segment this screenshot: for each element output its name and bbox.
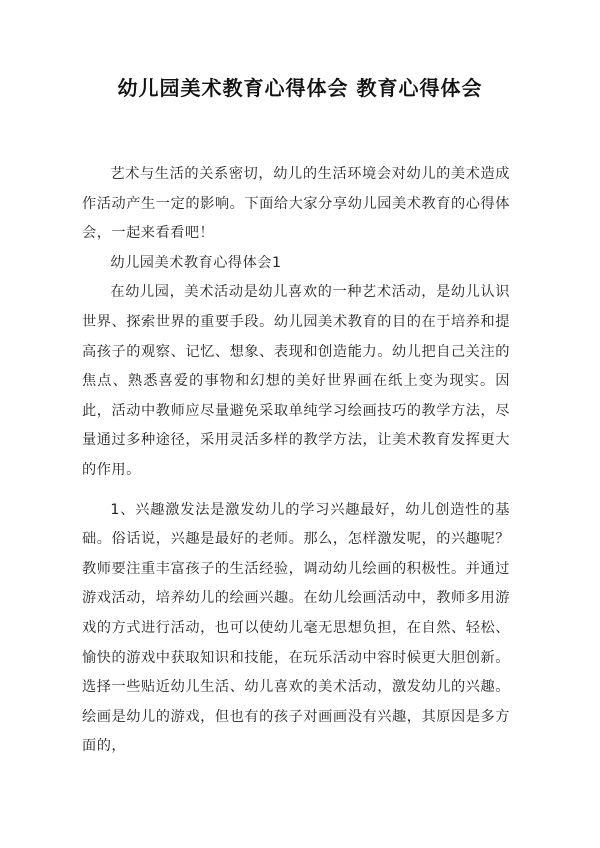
body-paragraph: 1、兴趣激发法是激发幼儿的学习兴趣最好，幼儿创造性的基础。俗话说，兴趣是最好的老师。那么，怎样激发呢，的兴趣呢？教师要注重丰富孩子的生活经验，调动幼儿绘画的积极性。并通过游戏活动，培养幼儿的绘画兴趣。在幼儿绘画活动中，教师多用游戏的方式进行活动，也可以使幼儿毫无思想负担，在自然、轻松、愉快的游戏中获取知识和技能，在玩乐活动中容时候更大胆创新。选择一些贴近幼儿生活、幼儿喜欢的美术活动，激发幼儿的兴趣。绘画是幼儿的游戏，但也有的孩子对画画没有兴趣，其原因是多方面的， bbox=[82, 501, 510, 755]
body-paragraph: 在幼儿园，美术活动是幼儿喜欢的一种艺术活动，是幼儿认识世界、探索世界的重要手段。幼儿园美术教育的目的在于培养和提高孩子的观察、记忆、想象、表现和创造能力。幼儿把自己关注的焦点、熟悉喜爱的事物和幻想的美好世界画在纸上变为现实。因此，活动中教师应尽量避免采取单纯学习绘画技巧的教学方法，尽量通过多种途径，采用灵活多样的教学方法，让美术教育发挥更大的作用。 bbox=[82, 284, 510, 478]
intro-paragraph: 艺术与生活的关系密切，幼儿的生活环境会对幼儿的美术造成作活动产生一定的影响。下面给大家分享幼儿园美术教育的心得体会，一起来看看吧！ bbox=[82, 166, 510, 242]
document-body bbox=[82, 160, 510, 762]
document-title: 幼儿园美术教育心得体会 教育心得体会 bbox=[117, 76, 483, 100]
section-heading: 幼儿园美术教育心得体会1 bbox=[110, 254, 282, 271]
